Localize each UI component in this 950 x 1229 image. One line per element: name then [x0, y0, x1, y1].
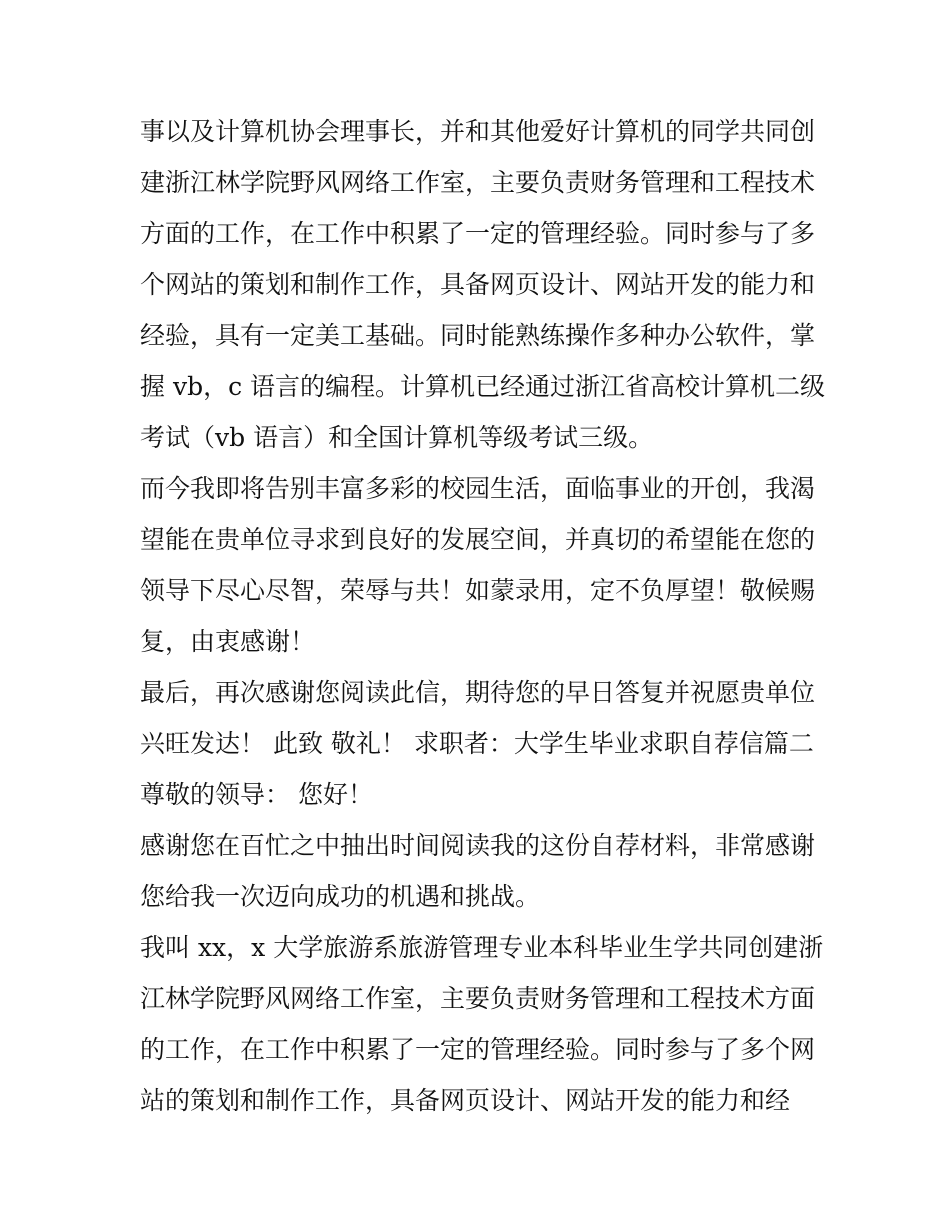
text-line: 江林学院野风网络工作室，主要负责财务管理和工程技术方面: [140, 984, 816, 1013]
text-line: 考试（vb 语言）和全国计算机等级考试三级。: [140, 423, 654, 452]
text-line: 领导下尽心尽智，荣辱与共！如蒙录用，定不负厚望！敬候赐: [140, 576, 816, 605]
text-line: 握 vb，c 语言的编程。计算机已经通过浙江省高校计算机二级: [140, 372, 826, 401]
text-line: 感谢您在百忙之中抽出时间阅读我的这份自荐材料，非常感谢: [140, 831, 816, 860]
text-line: 建浙江林学院野风网络工作室，主要负责财务管理和工程技术: [140, 168, 816, 197]
document-page: [140, 106, 826, 1126]
text-line: 望能在贵单位寻求到良好的发展空间，并真切的希望能在您的: [140, 525, 816, 554]
text-line: 最后，再次感谢您阅读此信，期待您的早日答复并祝愿贵单位: [140, 678, 816, 707]
text-line: 兴旺发达！ 此致 敬礼！ 求职者：大学生毕业求职自荐信篇二: [140, 729, 814, 758]
text-line: 尊敬的领导： 您好！: [140, 780, 373, 809]
text-line: 我叫 xx，x 大学旅游系旅游管理专业本科毕业生学共同创建浙: [140, 933, 824, 962]
text-line: 站的策划和制作工作，具备网页设计、网站开发的能力和经: [140, 1086, 791, 1115]
text-line: 您给我一次迈向成功的机遇和挑战。: [140, 882, 541, 911]
text-line: 的工作，在工作中积累了一定的管理经验。同时参与了多个网: [140, 1035, 816, 1064]
text-line: 方面的工作，在工作中积累了一定的管理经验。同时参与了多: [140, 219, 816, 248]
text-line: 事以及计算机协会理事长，并和其他爱好计算机的同学共同创: [140, 117, 816, 146]
text-line: 复，由衷感谢！: [140, 627, 316, 656]
text-line: 而今我即将告别丰富多彩的校园生活，面临事业的开创，我渴: [140, 474, 816, 503]
text-line: 经验，具有一定美工基础。同时能熟练操作多种办公软件，掌: [140, 321, 816, 350]
text-line: 个网站的策划和制作工作，具备网页设计、网站开发的能力和: [140, 270, 816, 299]
